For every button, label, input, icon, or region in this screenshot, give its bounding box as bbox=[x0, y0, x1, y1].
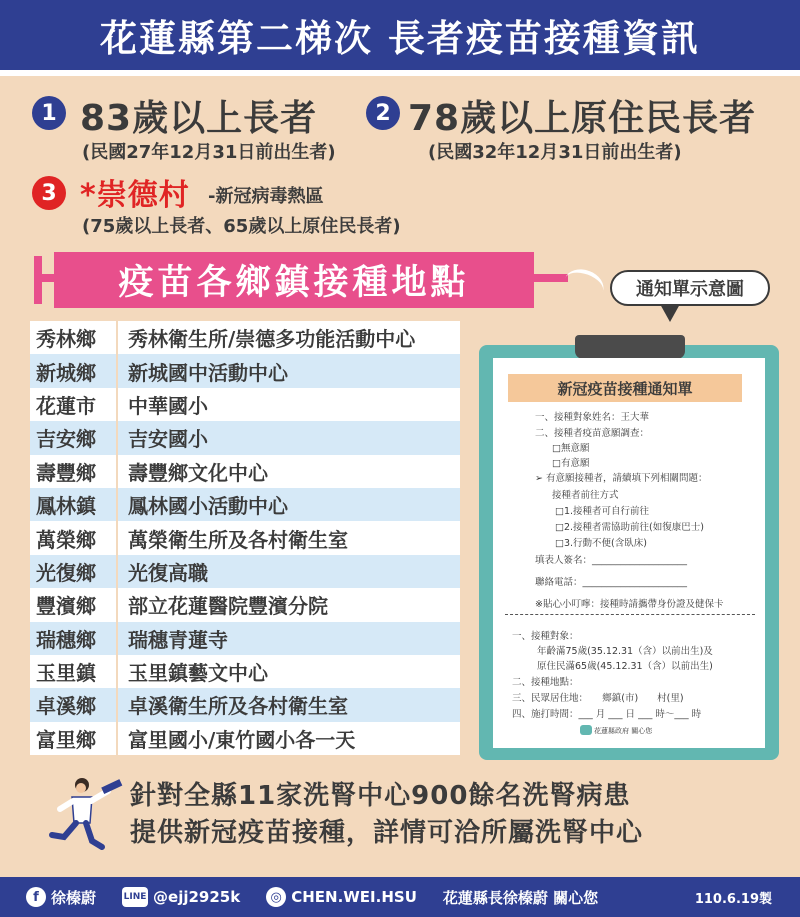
nurse-with-syringe-icon bbox=[36, 775, 126, 855]
line-icon: LINE bbox=[122, 887, 148, 907]
table-row bbox=[30, 655, 460, 688]
criterion-subtitle-2: (民國32年12月31日前出生者) bbox=[428, 142, 682, 163]
instagram-id: CHEN.WEI.HSU bbox=[291, 888, 417, 906]
vaccination-site: 富里國小/東竹國小各一天 bbox=[128, 727, 356, 752]
footer-date: 110.6.19製 bbox=[694, 891, 772, 907]
page-header bbox=[0, 0, 800, 76]
form-line: 原住民滿65歲(45.12.31（含）以前出生) bbox=[537, 661, 713, 672]
form-line: 年齡滿75歲(35.12.31（含）以前出生)及 bbox=[537, 646, 713, 657]
form-line: 四、施打時間：___ 月 ___ 日 ___ 時～___ 時 bbox=[512, 709, 702, 720]
table-row bbox=[30, 521, 460, 554]
table-row bbox=[30, 688, 460, 721]
instagram-link[interactable] bbox=[266, 887, 417, 907]
vaccination-site: 萬榮衛生所及各村衛生室 bbox=[128, 527, 348, 552]
town-name: 花蓮市 bbox=[36, 393, 96, 418]
town-name: 壽豐鄉 bbox=[36, 460, 96, 485]
form-line: 三、民眾居住地： 鄉鎮(市) 村(里) bbox=[512, 693, 684, 704]
number-badge-1: 1 bbox=[32, 96, 66, 130]
banner-syringe-plunger bbox=[34, 256, 42, 304]
facebook-icon: f bbox=[26, 887, 46, 907]
town-name: 富里鄉 bbox=[36, 727, 96, 752]
banner-box bbox=[54, 252, 534, 308]
criterion-title-2: 78歲以上原住民長者 bbox=[408, 98, 757, 139]
notice-tag-pointer bbox=[660, 304, 680, 322]
form-line: □有意願 bbox=[552, 458, 590, 469]
form-line: 二、接種地點： bbox=[512, 677, 579, 688]
county-logo-icon bbox=[580, 725, 592, 735]
footer-slogan: 花蓮縣長徐榛蔚 關心您 bbox=[442, 888, 599, 907]
table-row bbox=[30, 588, 460, 621]
town-name: 吉安鄉 bbox=[36, 427, 96, 452]
table-row bbox=[30, 321, 460, 354]
message-line-1: 針對全縣11家洗腎中心900餘名洗腎病患 bbox=[130, 781, 631, 811]
page-title: 花蓮縣第二梯次 長者疫苗接種資訊 bbox=[100, 17, 700, 60]
form-line: 花蓮縣政府 關心您 bbox=[594, 727, 653, 735]
message-line-2: 提供新冠疫苗接種，詳情可洽所屬洗腎中心 bbox=[130, 818, 644, 848]
town-name: 秀林鄉 bbox=[36, 327, 96, 352]
table-row bbox=[30, 421, 460, 454]
facebook-link[interactable] bbox=[26, 887, 96, 908]
notice-form-title: 新冠疫苗接種通知單 bbox=[508, 374, 742, 402]
town-name: 新城鄉 bbox=[36, 360, 96, 385]
criterion-subtitle-1: (民國27年12月31日前出生者) bbox=[82, 142, 336, 163]
locations-heading: 疫苗各鄉鎮接種地點 bbox=[118, 263, 470, 303]
vaccination-site: 光復高職 bbox=[128, 560, 208, 585]
vaccination-site: 新城國中活動中心 bbox=[128, 360, 288, 385]
dialysis-message bbox=[130, 778, 643, 852]
form-line: □3.行動不便(含臥床) bbox=[555, 538, 647, 549]
table-row bbox=[30, 354, 460, 387]
instagram-icon: ◎ bbox=[266, 887, 286, 907]
criterion-note-3: -新冠病毒熱區 bbox=[208, 186, 324, 207]
form-line: □1.接種者可自行前往 bbox=[555, 506, 650, 517]
facebook-name: 徐榛蔚 bbox=[51, 888, 97, 907]
form-line: 接種者前往方式 bbox=[552, 490, 619, 501]
form-line: 一、接種對象： bbox=[512, 631, 579, 642]
form-divider bbox=[505, 614, 755, 615]
line-link[interactable] bbox=[122, 887, 240, 907]
criterion-title-1: 83歲以上長者 bbox=[80, 98, 318, 139]
criterion-title-3: *崇德村 bbox=[80, 178, 190, 213]
form-line: 二、接種者疫苗意願調查： bbox=[535, 428, 650, 439]
vaccination-site: 鳳林國小活動中心 bbox=[128, 494, 288, 519]
form-line: □2.接種者需協助前往(如復康巴士) bbox=[555, 522, 704, 533]
clipboard-clip bbox=[575, 335, 685, 359]
town-name: 鳳林鎮 bbox=[36, 494, 96, 519]
vaccination-site: 部立花蓮醫院豐濱分院 bbox=[128, 594, 328, 619]
banner-swoosh bbox=[560, 264, 608, 306]
town-name: 光復鄉 bbox=[36, 560, 96, 585]
table-row bbox=[30, 555, 460, 588]
vaccination-site: 瑞穗青蓮寺 bbox=[128, 627, 228, 652]
form-line: 一、接種對象姓名：王大華 bbox=[535, 412, 650, 423]
vaccination-site: 玉里鎮藝文中心 bbox=[128, 661, 268, 686]
form-line: ※貼心小叮嚀：接種時請攜帶身份證及健保卡 bbox=[535, 599, 724, 610]
table-row bbox=[30, 455, 460, 488]
form-line: 填表人簽名：____________________ bbox=[535, 555, 688, 566]
notice-tag: 通知單示意圖 bbox=[610, 270, 770, 306]
locations-banner bbox=[34, 252, 554, 308]
number-badge-2: 2 bbox=[366, 96, 400, 130]
table-row bbox=[30, 388, 460, 421]
form-line: 聯絡電話：______________________ bbox=[535, 577, 688, 588]
line-id: @ejj2925k bbox=[153, 888, 241, 906]
criterion-subtitle-3: (75歲以上長者、65歲以上原住民長者) bbox=[82, 216, 401, 237]
town-name: 豐濱鄉 bbox=[36, 594, 96, 619]
vaccination-site: 卓溪衛生所及各村衛生室 bbox=[128, 694, 348, 719]
table-row bbox=[30, 622, 460, 655]
banner-syringe-stub bbox=[42, 274, 54, 282]
town-name: 卓溪鄉 bbox=[36, 694, 96, 719]
number-badge-3: 3 bbox=[32, 176, 66, 210]
vaccination-site: 吉安國小 bbox=[128, 427, 208, 452]
locations-table bbox=[30, 321, 460, 755]
vaccination-site: 秀林衛生所/崇德多功能活動中心 bbox=[128, 327, 416, 352]
vaccination-site: 中華國小 bbox=[128, 393, 208, 418]
table-row bbox=[30, 488, 460, 521]
town-name: 萬榮鄉 bbox=[36, 527, 96, 552]
table-row bbox=[30, 722, 460, 755]
form-line: ➢ 有意願接種者，請續填下列相關問題： bbox=[535, 473, 708, 484]
town-name: 瑞穗鄉 bbox=[36, 627, 96, 652]
vaccination-site: 壽豐鄉文化中心 bbox=[128, 460, 268, 485]
page-footer bbox=[0, 877, 800, 917]
form-line: □無意願 bbox=[552, 443, 590, 454]
town-name: 玉里鎮 bbox=[36, 661, 96, 686]
